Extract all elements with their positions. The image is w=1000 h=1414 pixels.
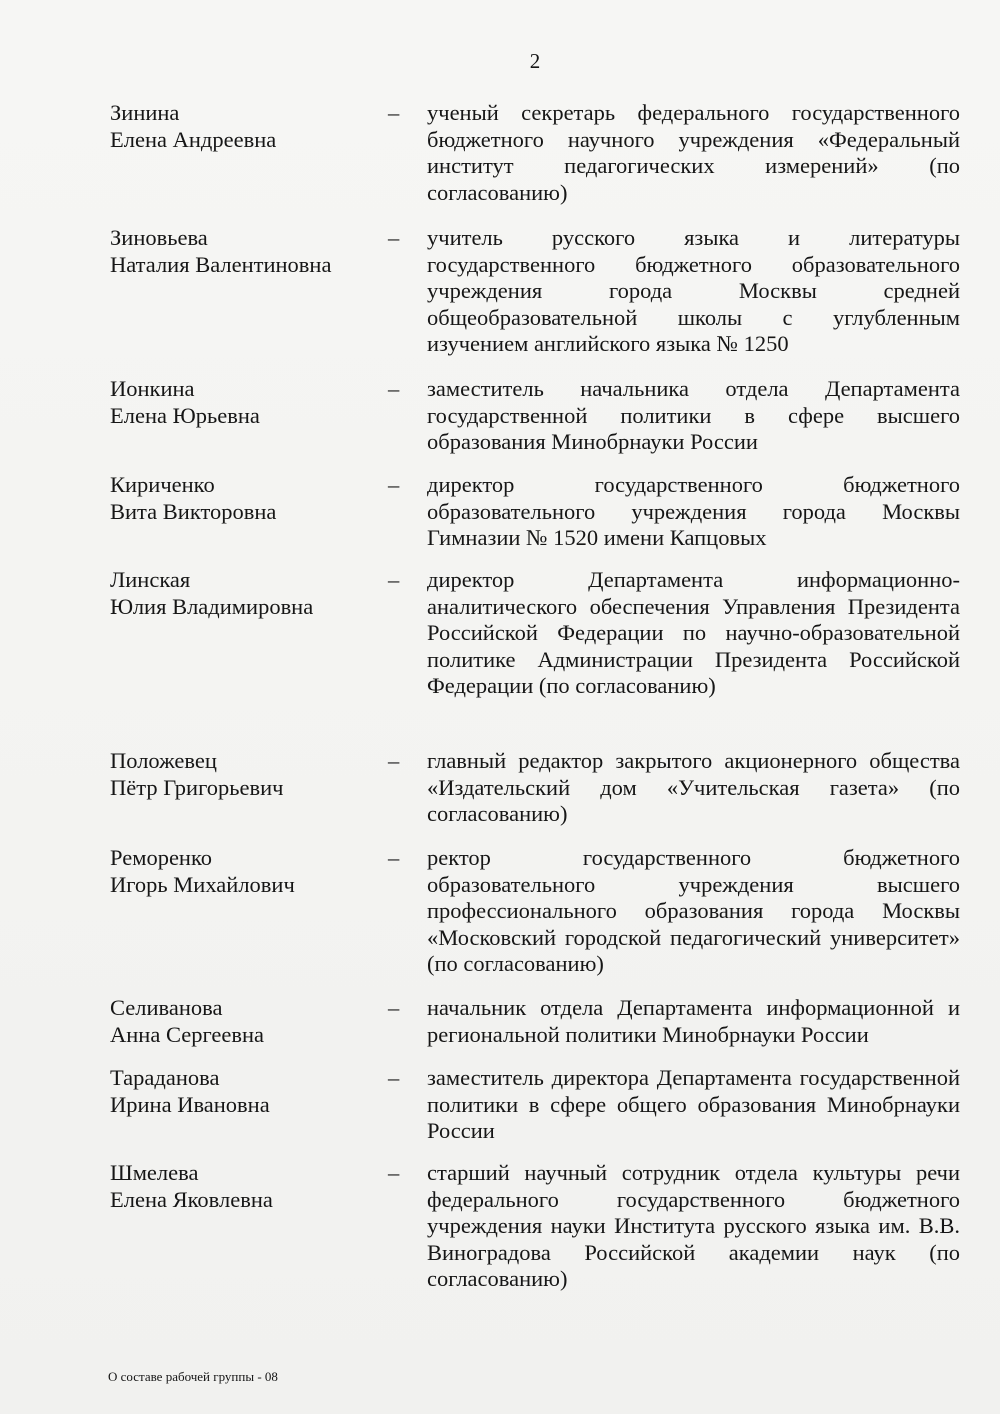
member-name xyxy=(110,376,380,429)
member-name xyxy=(110,567,380,620)
dash-separator: – xyxy=(388,1065,400,1090)
member-surname: Зинина xyxy=(110,100,180,125)
member-role: ученый секретарь федерального государственного бюджетного научного учреждения «Федеральный институт педагогических измерений» (по согласованию) xyxy=(427,100,960,205)
member-role: начальник отдела Департамента информационной и региональной политики Минобрнауки России xyxy=(427,995,960,1047)
member-role: учитель русского языка и литературы государственного бюджетного образовательного учреждения города Москвы средней общеобразовательной школы с углубленным изучением английского языка № 1250 xyxy=(427,225,960,356)
member-given-name: Елена Андреевна xyxy=(110,126,277,152)
member-surname: Ионкина xyxy=(110,376,195,401)
dash-separator: – xyxy=(388,1160,400,1185)
member-role: заместитель начальника отдела Департамента государственной политики в сфере высшего образования Минобрнауки России xyxy=(427,376,960,454)
dash-separator: – xyxy=(388,748,400,773)
member-given-name: Вита Викторовна xyxy=(110,498,277,524)
member-surname: Селиванова xyxy=(110,995,223,1020)
member-name xyxy=(110,100,380,153)
member-given-name: Елена Яковлевна xyxy=(110,1186,273,1212)
member-given-name: Пётр Григорьевич xyxy=(110,774,284,800)
member-given-name: Ирина Ивановна xyxy=(110,1091,270,1117)
member-surname: Кириченко xyxy=(110,472,215,497)
member-name xyxy=(110,1065,380,1118)
dash-separator: – xyxy=(388,995,400,1020)
member-name xyxy=(110,225,380,278)
member-role: заместитель директора Департамента государственной политики в сфере общего образования Минобрнауки России xyxy=(427,1065,960,1143)
member-role: директор Департамента информационно-аналитического обеспечения Управления Президента Российской Федерации по научно-образовательной политике Администрации Президента Российской Федерации (по согласованию) xyxy=(427,567,960,698)
page-number: 2 xyxy=(529,49,541,73)
member-role: главный редактор закрытого акционерного общества «Издательский дом «Учительская газета» (по согласованию) xyxy=(427,748,960,826)
dash-separator: – xyxy=(388,845,400,870)
member-given-name: Игорь Михайлович xyxy=(110,871,295,897)
member-surname: Реморенко xyxy=(110,845,213,870)
member-surname: Тараданова xyxy=(110,1065,220,1090)
member-surname: Линская xyxy=(110,567,191,592)
member-name xyxy=(110,845,380,898)
member-name xyxy=(110,748,380,801)
member-role: ректор государственного бюджетного образовательного учреждения высшего профессионального образования города Москвы «Московский городской педагогический университет» (по согласованию) xyxy=(427,845,960,976)
member-name xyxy=(110,995,380,1048)
dash-separator: – xyxy=(388,225,400,250)
member-surname: Положевец xyxy=(110,748,217,773)
member-surname: Шмелева xyxy=(110,1160,199,1185)
dash-separator: – xyxy=(388,100,400,125)
member-given-name: Юлия Владимировна xyxy=(110,593,314,619)
member-given-name: Елена Юрьевна xyxy=(110,402,260,428)
footer-doc-reference: О составе рабочей группы - 08 xyxy=(108,1369,278,1384)
member-surname: Зиновьева xyxy=(110,225,208,250)
member-name xyxy=(110,1160,380,1213)
member-role: старший научный сотрудник отдела культуры речи федерального государственного бюджетного учреждения науки Института русского языка им. В.В. Виноградова Российской академии наук (по согласованию) xyxy=(427,1160,960,1291)
member-name xyxy=(110,472,380,525)
dash-separator: – xyxy=(388,567,400,592)
member-role: директор государственного бюджетного образовательного учреждения города Москвы Гимназии № 1520 имени Капцовых xyxy=(427,472,960,550)
dash-separator: – xyxy=(388,376,400,401)
member-given-name: Наталия Валентиновна xyxy=(110,251,332,277)
dash-separator: – xyxy=(388,472,400,497)
member-given-name: Анна Сергеевна xyxy=(110,1021,265,1047)
